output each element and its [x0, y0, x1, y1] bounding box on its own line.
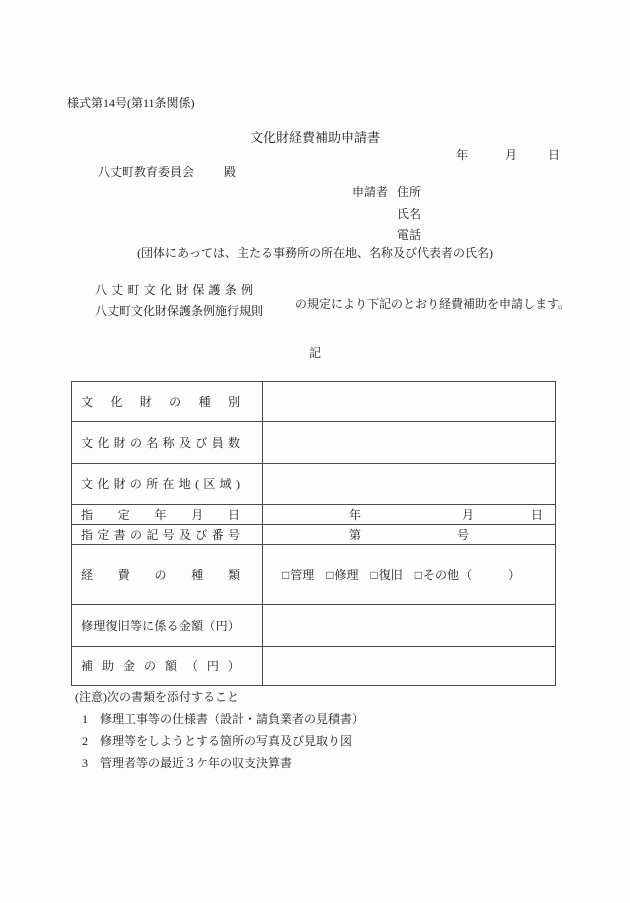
applicant-label: 申請者 [352, 185, 389, 199]
note-text: 管理者等の最近３ケ年の収支決算書 [100, 756, 293, 770]
notes-heading: (注意)次の書類を添付すること [75, 690, 239, 704]
value-cell-location [263, 463, 555, 504]
month-label: 月 [462, 507, 475, 522]
note-item [75, 712, 364, 726]
row-label: 文 化 財 の 名 称 及 び 員 数 [81, 435, 240, 450]
phone-field-label: 電話 [397, 228, 422, 242]
checkbox-empty-icon: □ [282, 567, 290, 582]
applicant-address-line [352, 185, 421, 207]
ordinance-block [95, 283, 570, 325]
other-blank-parentheses: （ ） [460, 567, 521, 582]
honorific-label: 殿 [224, 165, 237, 179]
ordinance-name-2: 八丈町文化財保護条例施行規則 [95, 304, 264, 318]
label-cell-cultural-property-type [72, 382, 263, 421]
note-number: 1 [82, 712, 88, 726]
number-suffix-label: 号 [457, 527, 470, 542]
checkbox-repair [326, 568, 358, 582]
note-text: 修理工事等の仕様書（設計・請負業者の見積書） [100, 712, 365, 726]
label-cell-name-and-quantity [72, 421, 263, 463]
checkbox-label: 修理 [334, 567, 359, 582]
checkbox-empty-icon: □ [326, 567, 334, 582]
value-cell-cultural-property-type [263, 382, 555, 421]
application-statement: の規定により下記のとおり経費補助を申請します。 [295, 297, 571, 311]
month-label: 月 [505, 148, 518, 162]
value-cell-certificate-number [263, 524, 555, 544]
label-cell-location [72, 463, 263, 504]
checkbox-label: 復旧 [378, 567, 403, 582]
row-label: 指 定 年 月 日 [81, 507, 240, 522]
row-label: 文 化 財 の 種 別 [81, 394, 240, 409]
day-label: 日 [548, 148, 561, 162]
label-cell-expense-type [72, 544, 263, 604]
checkbox-label: 管理 [290, 567, 315, 582]
day-label: 日 [531, 507, 544, 522]
address-field-label: 住所 [397, 185, 422, 199]
record-mark: 記 [308, 346, 321, 360]
row-label: 文 化 財 の 所 在 地 ( 区 域 ) [81, 477, 240, 491]
checkbox-other [415, 568, 520, 582]
document-title: 文化財経費補助申請書 [249, 130, 380, 145]
addressee-name: 八丈町教育委員会 [98, 165, 195, 179]
applicant-block [352, 185, 421, 250]
row-label: 修 理 復 旧 等 に 係 る 金 額 （ 円 ） [81, 618, 240, 633]
value-cell-repair-amount [263, 604, 555, 646]
ordinance-name-1: 八 丈 町 文 化 財 保 護 条 例 [95, 283, 253, 297]
note-text: 修理等をしようとする箇所の写真及び見取り図 [100, 734, 353, 748]
row-label: 補 助 金 の 額 （ 円 ） [81, 659, 240, 673]
name-field-label: 氏名 [397, 206, 422, 221]
year-label: 年 [349, 507, 362, 522]
checkbox-empty-icon: □ [414, 567, 423, 582]
note-number: 2 [82, 734, 88, 748]
note-number: 3 [82, 756, 88, 770]
group-note: (団体にあっては、主たる事務所の所在地、名称及び代表者の氏名) [137, 246, 493, 260]
checkbox-empty-icon: □ [370, 567, 378, 582]
note-item [75, 734, 364, 748]
note-item [75, 756, 364, 770]
notes-block [75, 690, 364, 770]
checkbox-label: その他 [423, 567, 460, 582]
checkbox-management [282, 568, 314, 582]
label-cell-certificate-number [72, 524, 263, 544]
row-label: 経 費 の 種 類 [81, 567, 240, 582]
year-label: 年 [456, 148, 469, 162]
label-cell-repair-amount [72, 604, 263, 646]
form-number: 様式第14号(第11条関係) [67, 96, 195, 110]
row-label: 指 定 書 の 記 号 及 び 番 号 [81, 527, 240, 542]
addressee-line [98, 165, 236, 179]
label-cell-subsidy-amount [72, 646, 263, 685]
form-table [71, 381, 556, 686]
date-line [456, 148, 560, 162]
value-cell-name-and-quantity [263, 421, 555, 463]
value-cell-subsidy-amount [263, 646, 555, 685]
number-prefix-label: 第 [349, 527, 362, 542]
value-cell-expense-type [263, 544, 555, 604]
value-cell-designation-date [263, 504, 555, 524]
ordinance-names [95, 283, 295, 325]
checkbox-restoration [371, 568, 403, 582]
label-cell-designation-date [72, 504, 263, 524]
